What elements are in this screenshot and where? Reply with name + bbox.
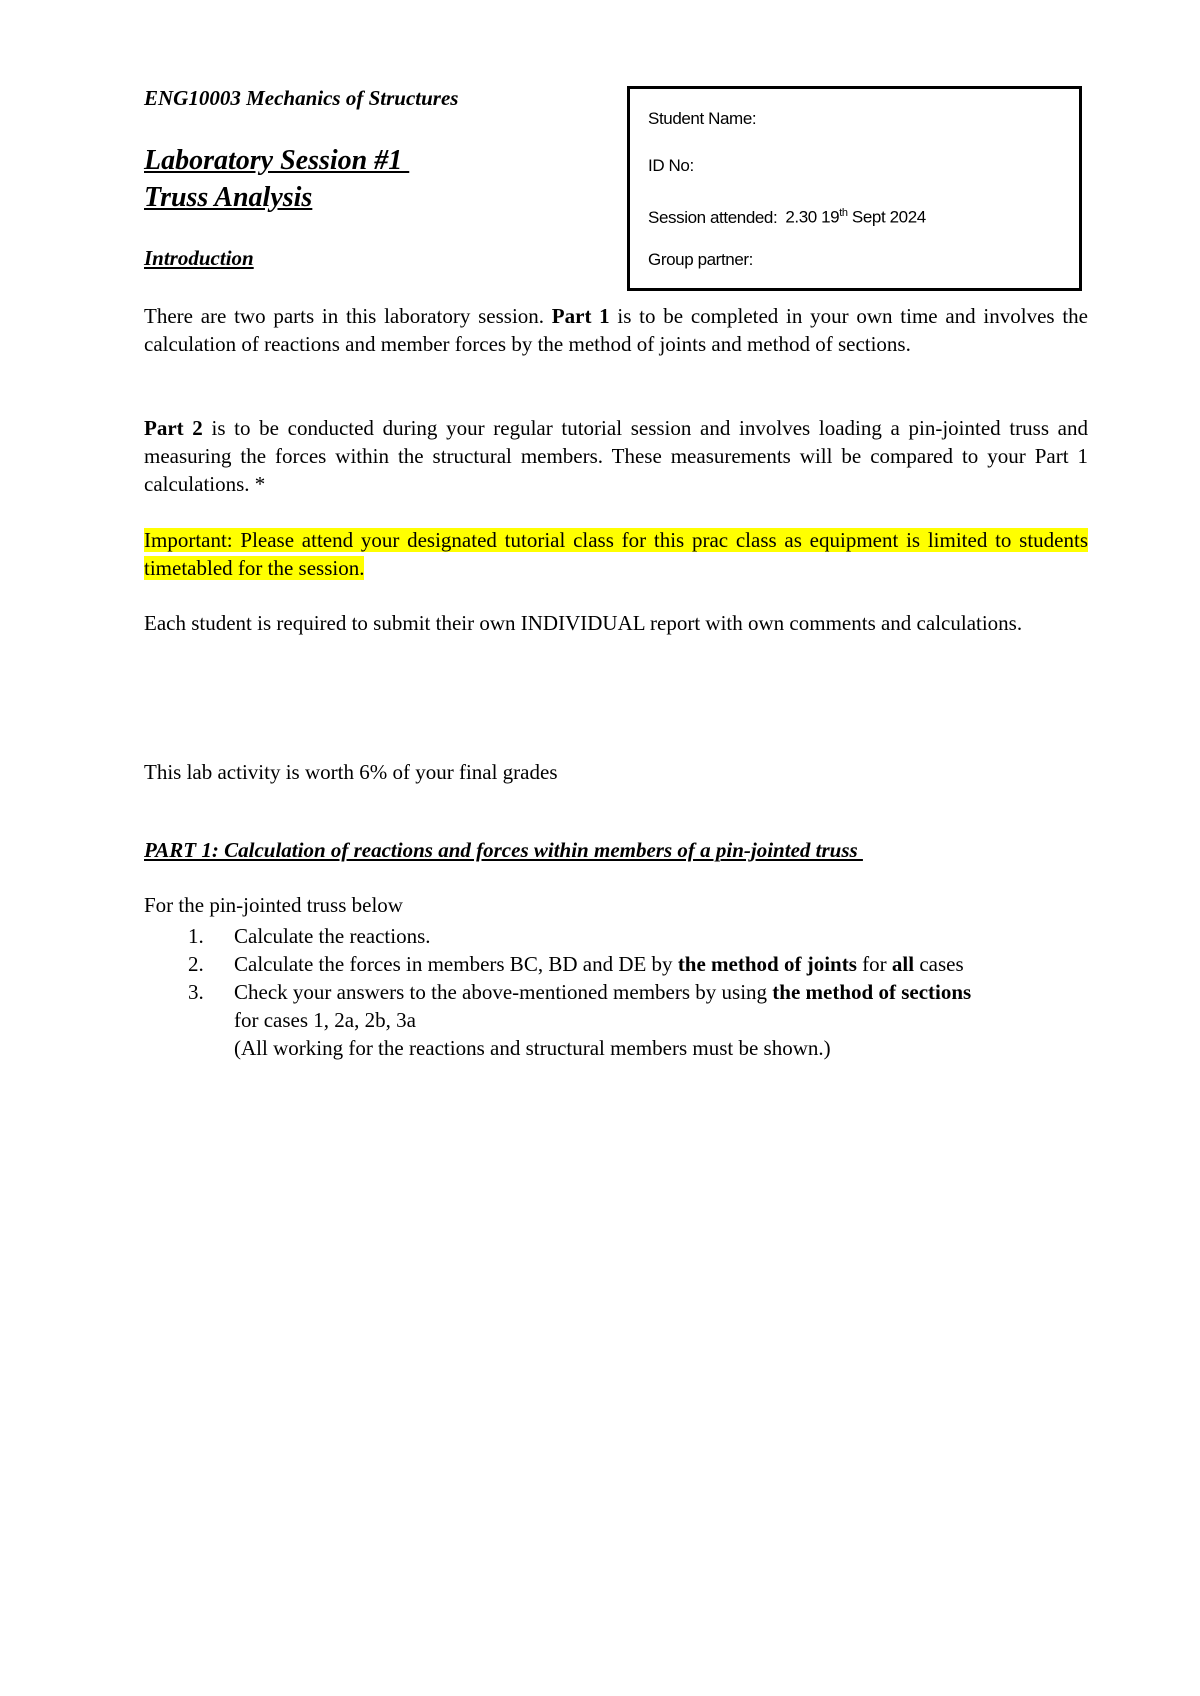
session-time: 2.30 19 <box>785 207 840 227</box>
list-text: cases <box>914 952 964 976</box>
p2-bold: Part 2 <box>144 416 203 440</box>
list-bold: all <box>891 952 915 976</box>
list-text: Check your answers to the above-mentioned members by using <box>234 980 773 1004</box>
p1-rest: is to be completed in your own time and involves the calculation of reactions and member forces by the method of joints and method of sections. <box>144 304 1088 356</box>
session-label: Session attended: <box>648 207 778 227</box>
list-text: Calculate the forces in members BC, BD and DE by <box>234 952 678 976</box>
student-name-row <box>648 107 1079 154</box>
worth-paragraph: This lab activity is worth 6% of your final grades <box>144 760 558 784</box>
list-item <box>144 950 1088 978</box>
session-sup: th <box>839 207 848 219</box>
title-line-1: Laboratory Session #1 <box>144 145 410 176</box>
list-number: 3. <box>188 980 204 1004</box>
task-list <box>144 922 1088 1062</box>
intro-paragraph-1 <box>144 302 1088 358</box>
list-item <box>144 978 1088 1062</box>
introduction-heading: Introduction <box>144 246 254 270</box>
list-bold: the method of sections <box>772 980 972 1004</box>
p1-bold: Part 1 <box>551 304 610 328</box>
student-info-box <box>627 86 1082 291</box>
student-name-label: Student Name: <box>648 109 757 128</box>
partner-label: Group partner: <box>648 250 753 269</box>
partner-row <box>648 248 1079 295</box>
part1-heading: PART 1: Calculation of reactions and forces within members of a pin-jointed truss <box>144 838 863 862</box>
session-row <box>648 201 1079 248</box>
list-number: 2. <box>188 952 204 976</box>
title-line-2: Truss Analysis <box>144 182 313 213</box>
list-text: (All working for the reactions and structural members must be shown.) <box>234 1036 831 1060</box>
course-title: ENG10003 Mechanics of Structures <box>144 86 459 110</box>
p2-rest: is to be conducted during your regular tutorial session and involves loading a pin-jointed truss and measuring the forces within the structural members. These measurements will be compared to your Part 1 calculations. * <box>144 416 1088 496</box>
list-bold: the method of joints <box>677 952 857 976</box>
intro-paragraph-2 <box>144 414 1088 498</box>
id-label: ID No: <box>648 156 694 175</box>
list-text: for cases 1, 2a, 2b, 3a <box>234 1008 416 1032</box>
id-row <box>648 154 1079 201</box>
list-intro: For the pin-jointed truss below <box>144 893 403 917</box>
list-text: for <box>856 952 892 976</box>
individual-report-paragraph: Each student is required to submit their own INDIVIDUAL report with own comments and calculations. <box>144 611 1023 635</box>
list-text: Calculate the reactions. <box>234 924 431 948</box>
session-date: Sept 2024 <box>847 207 926 227</box>
p1-start: There are two parts in this laboratory session. <box>144 304 552 328</box>
list-number: 1. <box>188 924 204 948</box>
page-title <box>144 142 409 216</box>
important-text: Important: Please attend your designated tutorial class for this prac class as equipment is limited to students timetabled for the session. <box>144 528 1088 580</box>
list-item <box>144 922 1088 950</box>
important-notice <box>144 526 1088 582</box>
